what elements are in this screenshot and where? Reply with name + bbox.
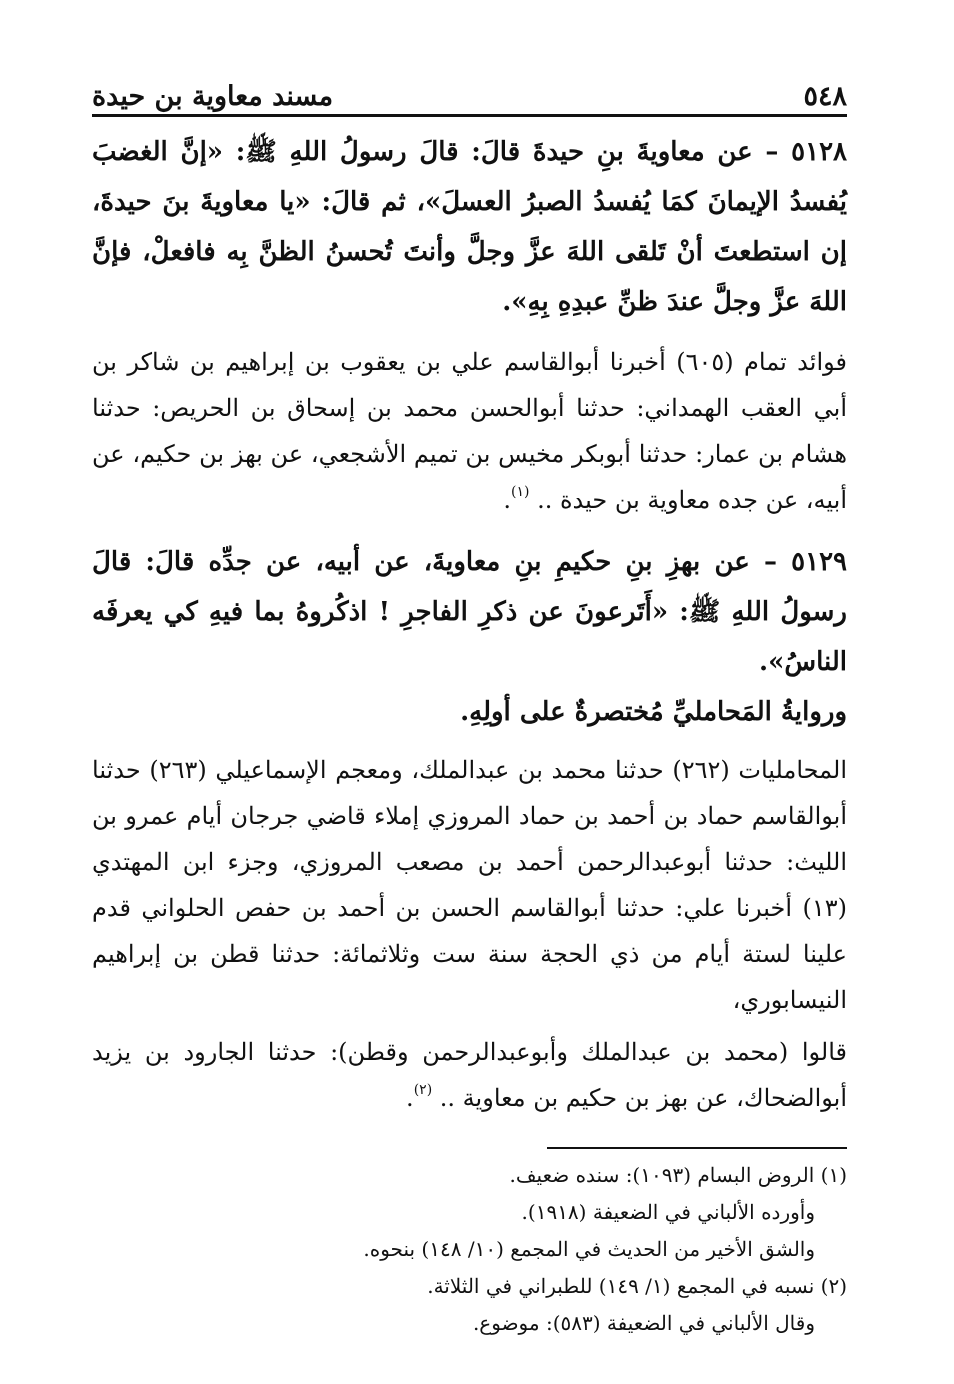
hadith-5129: ٥١٢٩ – عن بهزِ بنِ حكيمِ بنِ معاويةَ، عن أبيه، عن جدِّه قالَ: قالَ رسولُ اللهِ ﷺ: «أَتَرعونَ عن ذكرِ الفاجرِ ! اذكُروهُ بما فيهِ كي يعرفَه الناسُ». — [92, 547, 847, 677]
page-header — [92, 70, 847, 112]
source-5128: فوائد تمام (٦٠٥) أخبرنا أبوالقاسم علي بن يعقوب بن إبراهيم بن شاكر بن أبي العقب الهمداني: حدثنا أبوالحسن محمد بن إسحاق بن الحريص: حدثنا هشام بن عمار: حدثنا أبوبكر مخيس بن تميم الأشجعي، عن بهز بن حكيم، عن أبيه، عن جده معاوية بن حيدة .. $^{(١)}$. — [92, 348, 847, 514]
footnotes — [92, 1157, 847, 1342]
running-title: مسند معاوية بن حيدة — [92, 81, 334, 112]
book-page — [92, 70, 847, 1342]
hadith-5128: ٥١٢٨ – عن معاويةَ بنِ حيدةَ قالَ: قالَ رسولُ اللهِ ﷺ: «إنَّ الغضبَ يُفسدُ الإيمانَ كمَا يُفسدُ الصبرُ العسلَ»، ثم قالَ: «يا معاويةَ بنَ حيدةَ، إن استطعتَ أنْ تَلقى اللهَ عزَّ وجلَّ وأنتَ تُحسنُ الظنَّ بِه فافعلْ، فإنَّ اللهَ عزَّ وجلَّ عندَ ظنِّ عبدِهِ بِهِ». — [92, 137, 848, 317]
body-text — [92, 127, 847, 1121]
source-5129: المحامليات (٢٦٢) حدثنا محمد بن عبدالملك، ومعجم الإسماعيلي (٢٦٣) حدثنا أبوالقاسم حماد بن أحمد بن حماد المروزي إملاء قاضي جرجان أيام عمرو بن الليث: حدثنا أبوعبدالرحمن أحمد بن مصعب المروزي، وجزء ابن المهتدي (١٣) أخبرنا علي: حدثنا أبوالقاسم الحسن بن أحمد بن حفص الحلواني قدم علينا لستة أيام من ذي الحجة سنة ست وثلاثمائة: حدثنا قطن بن إبراهيم النيسابوري، — [92, 756, 847, 1014]
footnote-separator — [547, 1147, 847, 1149]
header-rule — [92, 114, 847, 117]
footnote-ref-2: (٢) — [413, 1082, 433, 1098]
footnote-1-line-3: والشق الأخير من الحديث في المجمع (١٠/ ١٤٨) بنحوه. — [363, 1237, 815, 1261]
footnote-2: (٢) نسبه في المجمع (١/ ١٤٩) للطبراني في الثلاثة. — [427, 1274, 847, 1298]
footnote-1-line-2: وأورده الألباني في الضعيفة (١٩١٨). — [521, 1200, 815, 1224]
page-number: ٥٤٨ — [803, 81, 847, 112]
footnote-1: (١) الروض البسام (١٠٩٣): سنده ضعيف. — [509, 1163, 847, 1187]
hadith-5129-note: وروايةُ المَحامليِّ مُختصرةٌ على أولِهِ. — [460, 697, 847, 727]
footnote-2-line-2: وقال الألباني في الضعيفة (٥٨٣): موضوع. — [472, 1311, 815, 1335]
footnote-ref-1: (١) — [510, 484, 530, 500]
source-5129-cont: قالوا (محمد بن عبدالملك وأبوعبدالرحمن وقطن): حدثنا الجارود بن يزيد أبوالضحاك، عن بهز بن حكيم بن معاوية .. $^{(٢)}$. — [92, 1038, 847, 1112]
